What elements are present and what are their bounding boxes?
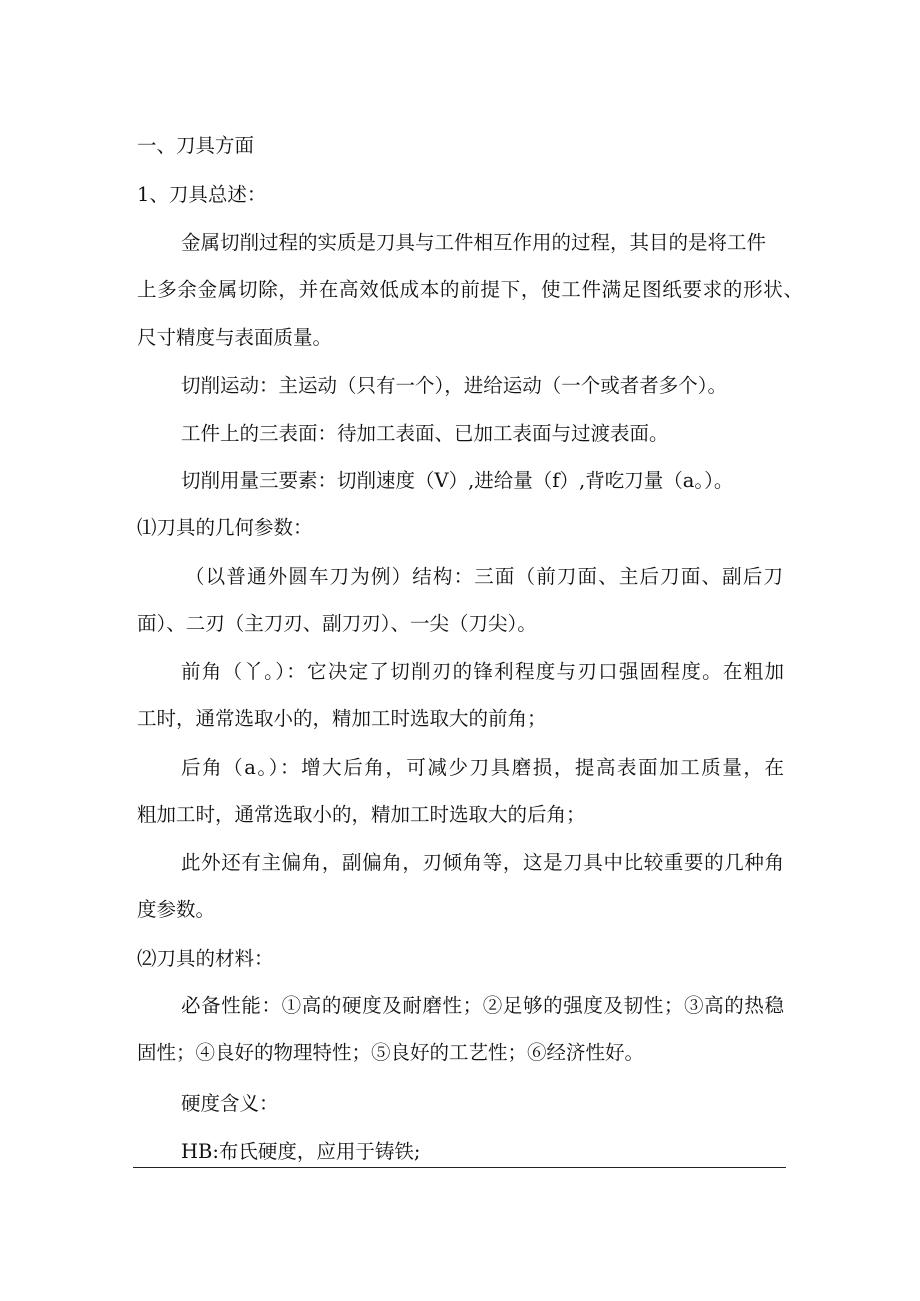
paragraph-tool-structure-line-1: （以普通外圆车刀为例）结构：三面（前刀面、主后刀面、副后刀 bbox=[185, 565, 783, 588]
paragraph-other-angles-line-1: 此外还有主偏角，副偏角，刃倾角等，这是刀具中比较重要的几种角 bbox=[181, 851, 784, 874]
subheading-tool-material: ⑵刀具的材料： bbox=[137, 947, 274, 970]
paragraph-tool-structure-line-2: 面）、二刃（主刀刃、副刀刃）、一尖（刀尖）。 bbox=[137, 612, 537, 635]
paragraph-rake-angle-line-2: 工时，通常选取小的，精加工时选取大的前角； bbox=[137, 707, 547, 730]
subheading-tool-geometry: ⑴刀具的几何参数： bbox=[137, 516, 313, 539]
paragraph-hardness-meaning: 硬度含义： bbox=[181, 1092, 279, 1115]
paragraph-other-angles-line-2: 度参数。 bbox=[137, 898, 216, 921]
paragraph-required-properties-line-1: 必备性能：①高的硬度及耐磨性；②足够的强度及韧性；③高的热稳 bbox=[181, 994, 784, 1017]
paragraph-cutting-parameters: 切削用量三要素：切削速度（V）,进给量（f）,背吃刀量（a。）。 bbox=[181, 469, 734, 492]
paragraph-rake-angle-line-1: 前角（丫。）：它决定了切削刃的锋利程度与刃口强固程度。在粗加 bbox=[181, 660, 784, 683]
paragraph-clearance-angle-line-1: 后角（a。）：增大后角，可减少刀具磨损，提高表面加工质量，在 bbox=[181, 756, 784, 779]
paragraph-clearance-angle-line-2: 粗加工时，通常选取小的，精加工时选取大的后角； bbox=[137, 803, 586, 826]
paragraph-cutting-motion: 切削运动：主运动（只有一个），进给运动（一个或者者多个）。 bbox=[181, 374, 728, 397]
paragraph-three-surfaces: 工件上的三表面：待加工表面、已加工表面与过渡表面。 bbox=[181, 422, 669, 445]
section-heading-tool-overview: 1、刀具总述： bbox=[137, 183, 267, 206]
paragraph-cutting-process-line-2: 上多余金属切除，并在高效低成本的前提下，使工件满足图纸要求的形状、 bbox=[137, 278, 803, 301]
paragraph-cutting-process-line-1: 金属切削过程的实质是刀具与工件相互作用的过程，其目的是将工件 bbox=[181, 231, 767, 254]
paragraph-brinell-hardness: HB:布氏硬度，应用于铸铁; bbox=[181, 1140, 421, 1163]
paragraph-cutting-process-line-3: 尺寸精度与表面质量。 bbox=[137, 326, 333, 349]
footer-rule bbox=[133, 1167, 786, 1168]
paragraph-required-properties-line-2: 固性；④良好的物理特性；⑤良好的工艺性；⑥经济性好。 bbox=[137, 1041, 645, 1064]
chapter-heading: 一、刀具方面 bbox=[137, 134, 255, 157]
